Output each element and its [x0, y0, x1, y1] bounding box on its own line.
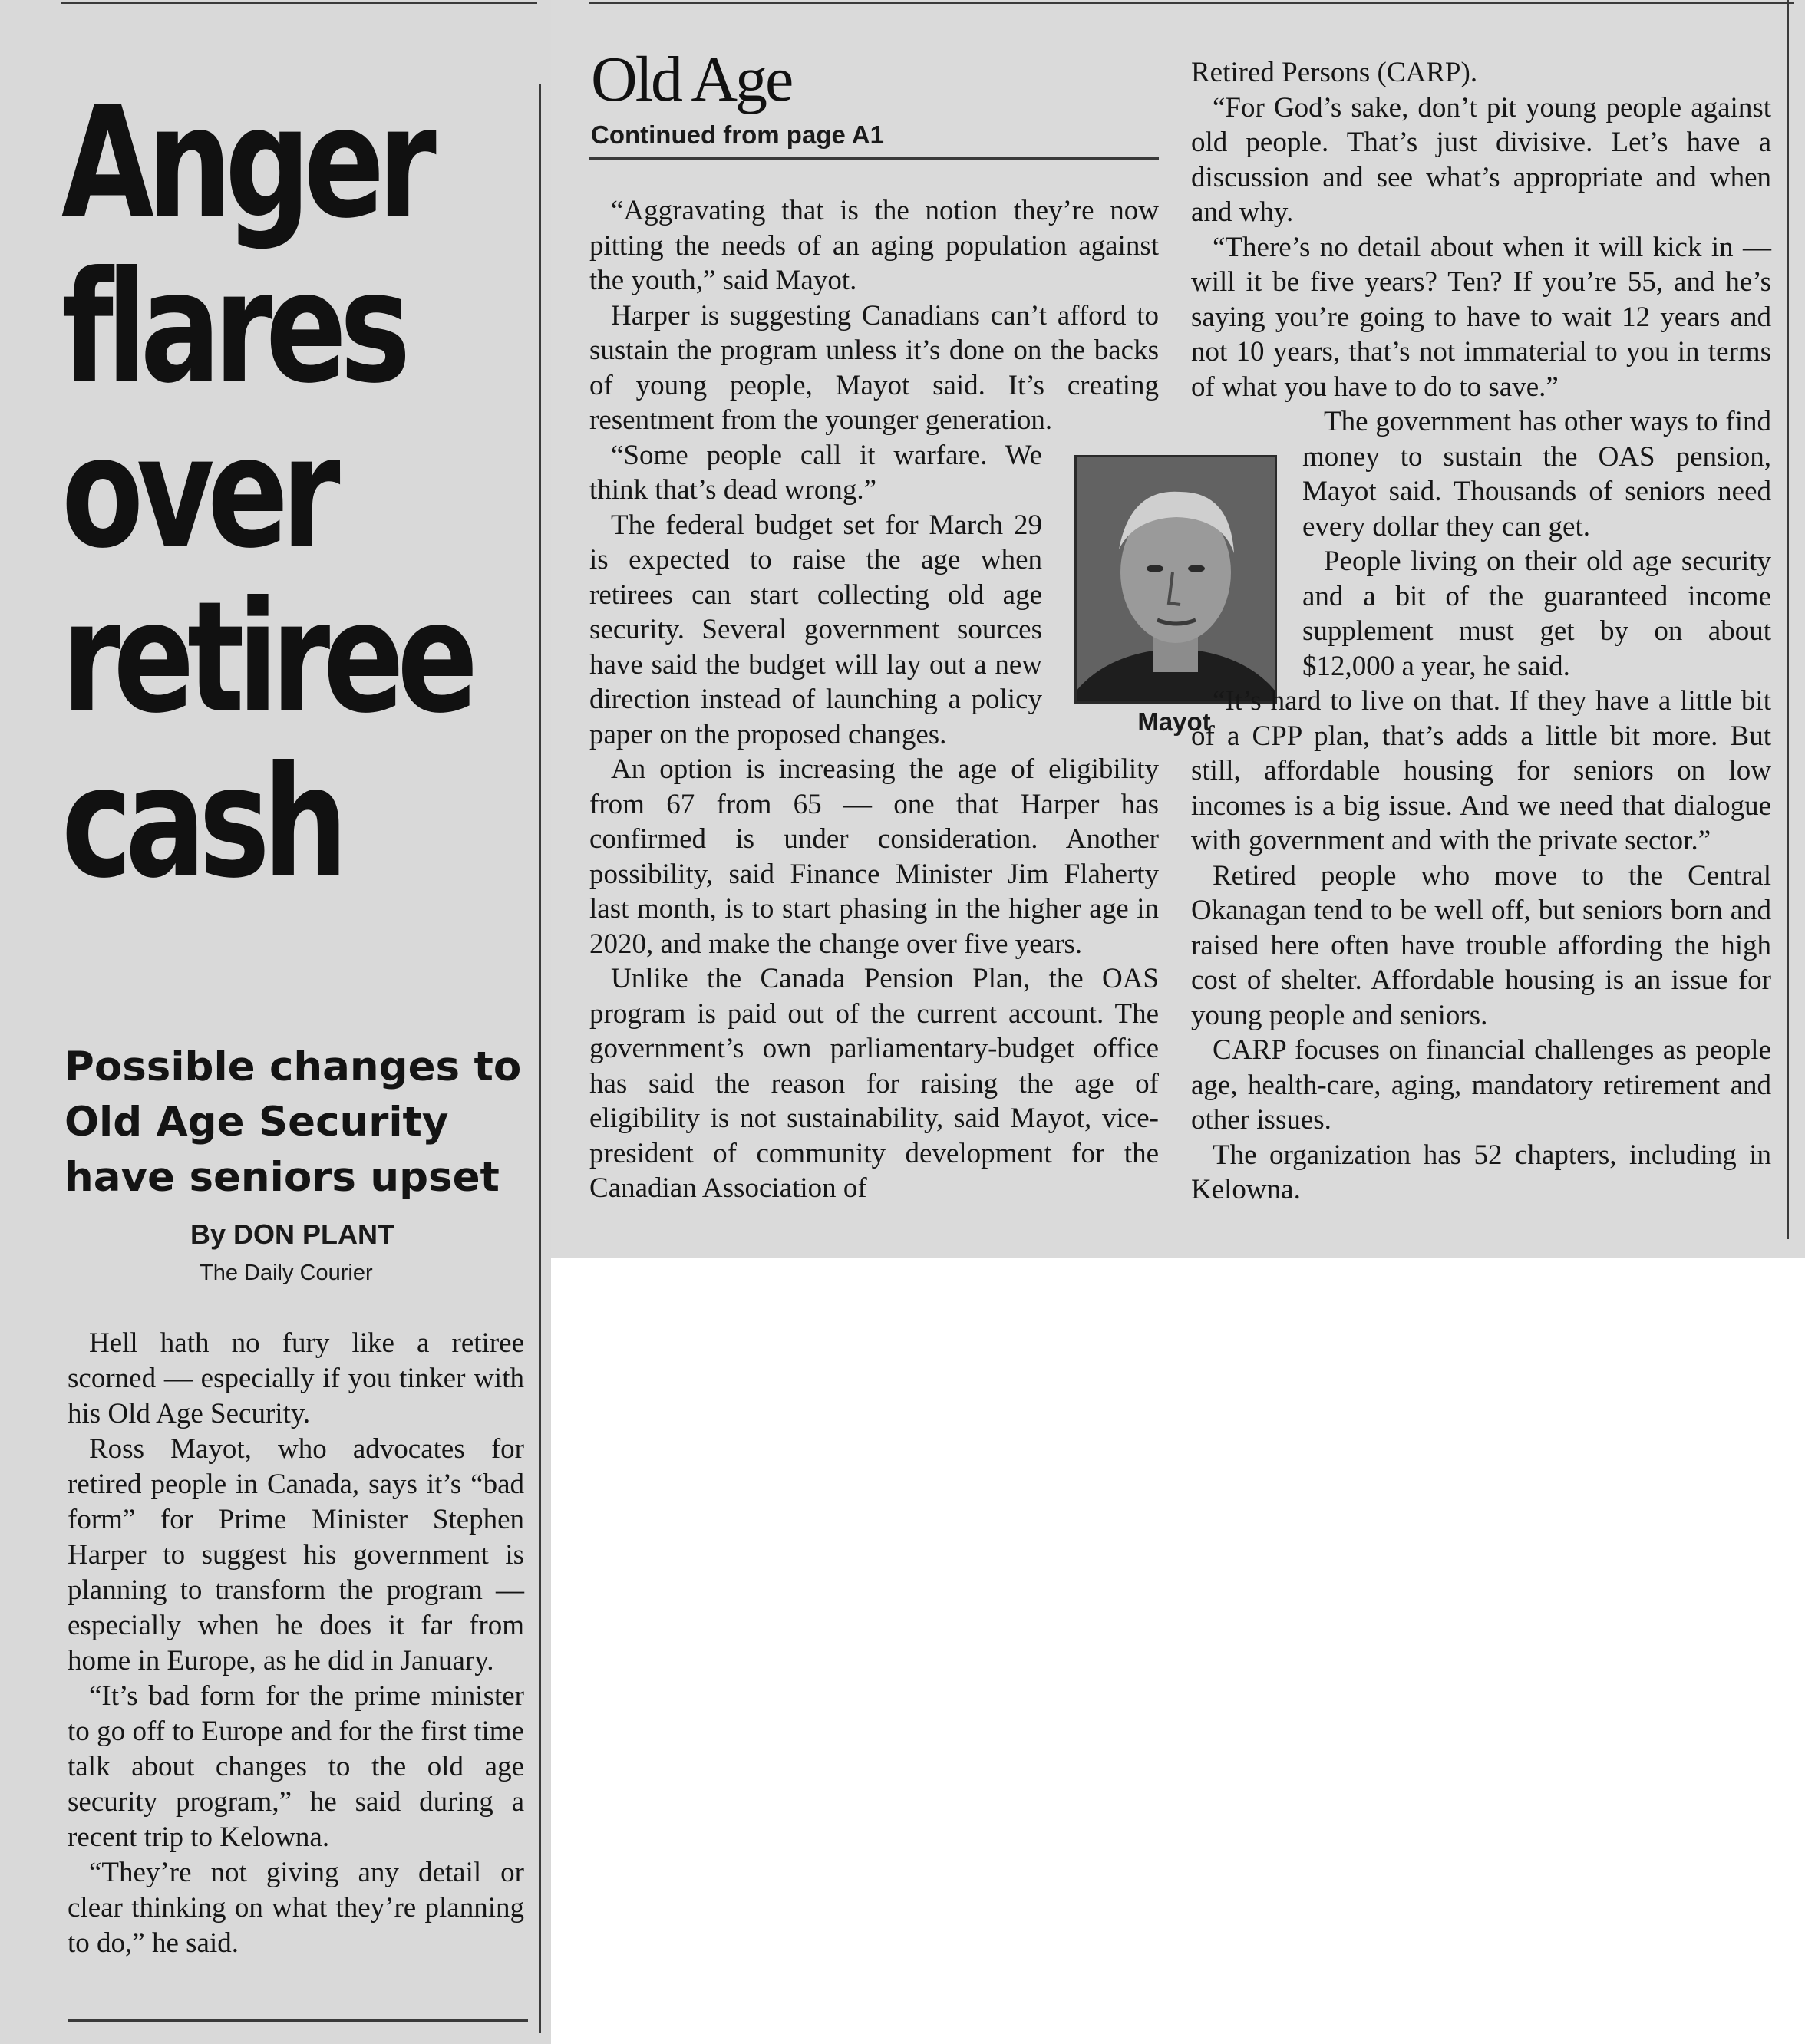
headline-line: Anger: [61, 74, 430, 252]
paragraph: “They’re not giving any detail or clear thinking on what they’re planning to do,” he said.: [68, 1857, 524, 1959]
headline-line: retiree: [61, 569, 471, 747]
paragraph: Retired Persons (CARP).: [1191, 57, 1478, 88]
paragraph: The government has other ways to find money to sustain the OAS pension, Mayot said. Thousands of seniors need every dollar they can get.: [1302, 406, 1771, 542]
headline-line: flares: [61, 239, 404, 417]
byline: By DON PLANT: [190, 1218, 395, 1250]
headline-line: over: [61, 404, 334, 582]
paragraph: Unlike the Canada Pension Plan, the OAS program is paid out of the current account. The government’s own parliamentary-budget office has said the reason for raising the age of eligibility is not sustainability, said Mayot, vice-president of community development for the Canadian Association of: [589, 963, 1159, 1204]
paragraph: The federal budget set for March 29 is expected to raise the age when retirees can start collecting old age security. Several government sources have said the budget will lay out a new direction instead of launching a policy paper on the proposed changes.: [589, 509, 1042, 750]
paragraph: “Aggravating that is the notion they’re now pitting the needs of an aging population against the youth,” said Mayot.: [589, 195, 1159, 296]
paragraph: Ross Mayot, who advocates for retired people in Canada, says it’s “bad form” for Prime Minister Stephen Harper to suggest his government is planning to transform the program — especially when he does it far from home in Europe, as he did in January.: [68, 1433, 524, 1676]
paragraph: An option is increasing the age of eligibility from 67 from 65 — one that Harper has confirmed is under consideration. Another possibility, said Finance Minister Jim Flaherty last month, is to start phasing in the higher age in 2020, and make the change over five years.: [589, 753, 1159, 960]
right-top-rule: [589, 2, 1794, 4]
paragraph: People living on their old age security and a bit of the guaranteed income supplement must get by on about $12,000 a year, he said.: [1302, 546, 1771, 682]
continuation-column-2: [1191, 55, 1771, 1208]
paragraph: “There’s no detail about when it will kick in — will it be five years? Ten? If you’re 55, and he’s saying you’re going to have to wait 12 years and not 10 years, that’s not immaterial to you in terms of what you have to do to save.”: [1191, 231, 1771, 403]
paragraph: “It’s bad form for the prime minister to go off to Europe and for the first time talk about changes to the old age security program,” he said during a recent trip to Kelowna.: [68, 1680, 524, 1853]
kicker-underline: [589, 157, 1159, 160]
continuation-column-1: [589, 193, 1159, 1206]
bottom-rule: [68, 2019, 528, 2022]
paragraph: Harper is suggesting Canadians can’t afford to sustain the program unless it’s done on the backs of young people, Mayot said. It’s creating resentment from the younger generation.: [589, 299, 1159, 436]
right-edge-rule: [1787, 0, 1789, 1239]
paragraph: CARP focuses on financial challenges as people age, health-care, aging, mandatory retirement and other issues.: [1191, 1034, 1771, 1136]
headline-line: cash: [61, 734, 342, 912]
continued-from-label: Continued from page A1: [591, 120, 884, 149]
paragraph: “Some people call it warfare. We think that’s dead wrong.”: [589, 439, 1042, 506]
continuation-kicker: Old Age: [591, 44, 792, 115]
photo-caption: Mayot: [1137, 707, 1211, 736]
paragraph: Retired people who move to the Central Okanagan tend to be well off, but seniors born and raised here often have trouble affording the high cost of shelter. Affordable housing is an issue for young people and seniors.: [1191, 859, 1771, 1031]
left-article-body: [68, 1326, 524, 1961]
paragraph: The organization has 52 chapters, including in Kelowna.: [1191, 1139, 1771, 1205]
top-rule: [61, 2, 537, 4]
paragraph: “For God’s sake, don’t pit young people against old people. That’s just divisive. Let’s have a discussion and see what’s appropriate and when and why.: [1191, 91, 1771, 228]
paragraph: Hell hath no fury like a retiree scorned — especially if you tinker with his Old Age Security.: [68, 1327, 524, 1429]
paragraph: “It’s hard to live on that. If they have a little bit of a CPP plan, that’s adds a little bit more. But still, affordable housing for seniors on low incomes is a big issue. And we need that dialogue with government and with the private sector.”: [1191, 685, 1771, 856]
byline-affiliation: The Daily Courier: [200, 1261, 373, 1285]
headline: [61, 74, 471, 912]
deck-subhead: Possible changes to Old Age Security have seniors upset: [64, 1043, 522, 1201]
